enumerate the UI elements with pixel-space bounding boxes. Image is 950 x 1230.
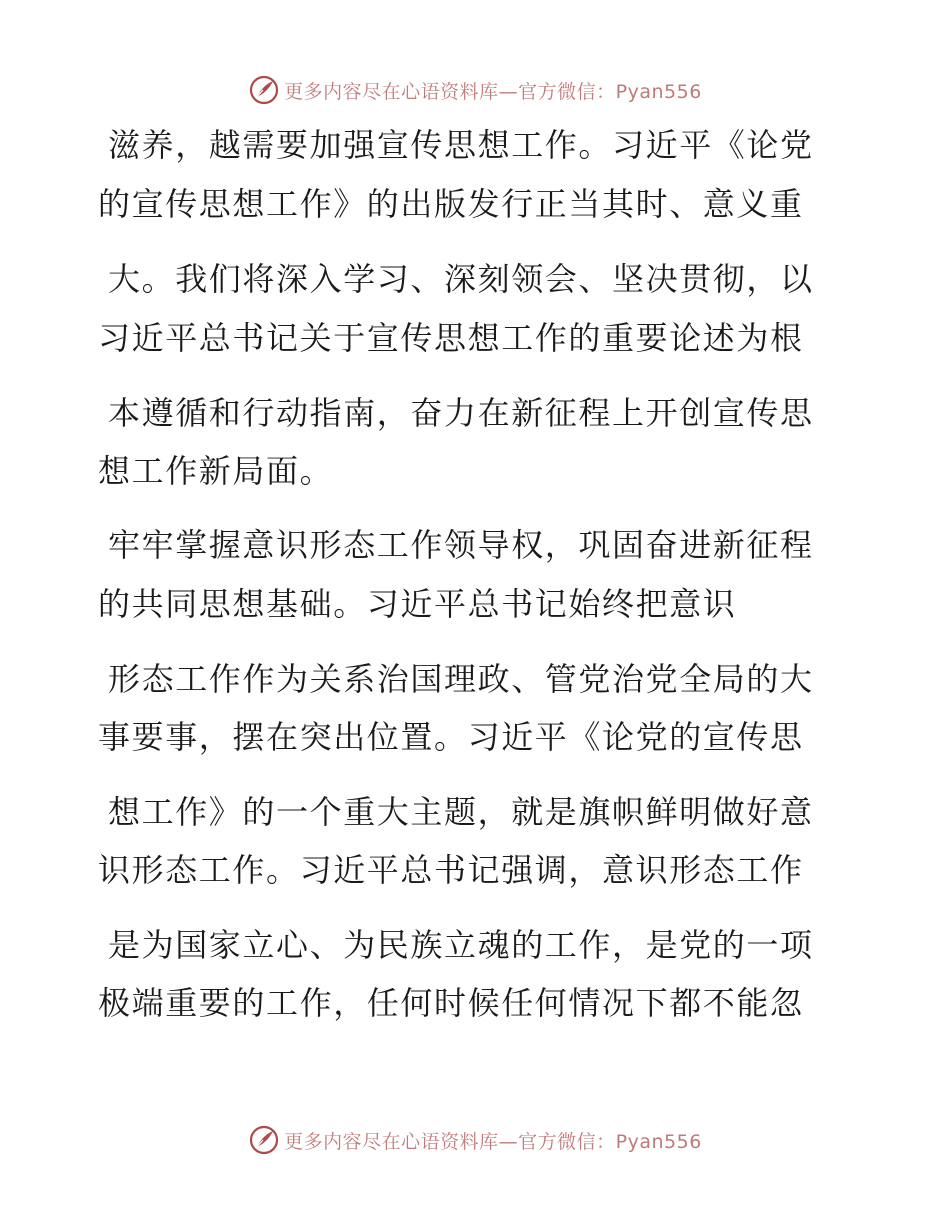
body-line: 是为国家立心、为民族立魂的工作，是党的一项 [108, 926, 814, 964]
body-line: 的宣传思想工作》的出版发行正当其时、意义重 [98, 185, 804, 223]
feather-pen-icon [248, 1124, 280, 1156]
body-line: 想工作新局面。 [98, 452, 334, 490]
body-line: 事要事，摆在突出位置。习近平《论党的宣传思 [98, 718, 804, 756]
header-banner-text: 更多内容尽在心语资料库—官方微信：Pyan556 [284, 80, 702, 103]
footer-banner-text: 更多内容尽在心语资料库—官方微信：Pyan556 [284, 1130, 702, 1153]
body-line: 的共同思想基础。习近平总书记始终把意识 [98, 585, 737, 623]
body-line: 形态工作作为关系治国理政、管党治党全局的大 [108, 660, 814, 698]
footer-banner [0, 1120, 950, 1160]
body-line: 识形态工作。习近平总书记强调，意识形态工作 [98, 851, 804, 889]
body-line: 想工作》的一个重大主题，就是旗帜鲜明做好意 [108, 793, 814, 831]
body-line: 习近平总书记关于宣传思想工作的重要论述为根 [98, 319, 804, 357]
body-line: 牢牢掌握意识形态工作领导权，巩固奋进新征程 [108, 526, 814, 564]
body-line: 极端重要的工作，任何时候任何情况下都不能忽 [98, 984, 804, 1022]
body-line: 大。我们将深入学习、深刻领会、坚决贯彻，以 [108, 260, 814, 298]
body-line: 本遵循和行动指南，奋力在新征程上开创宣传思 [108, 394, 814, 432]
body-line: 滋养，越需要加强宣传思想工作。习近平《论党 [108, 126, 814, 164]
